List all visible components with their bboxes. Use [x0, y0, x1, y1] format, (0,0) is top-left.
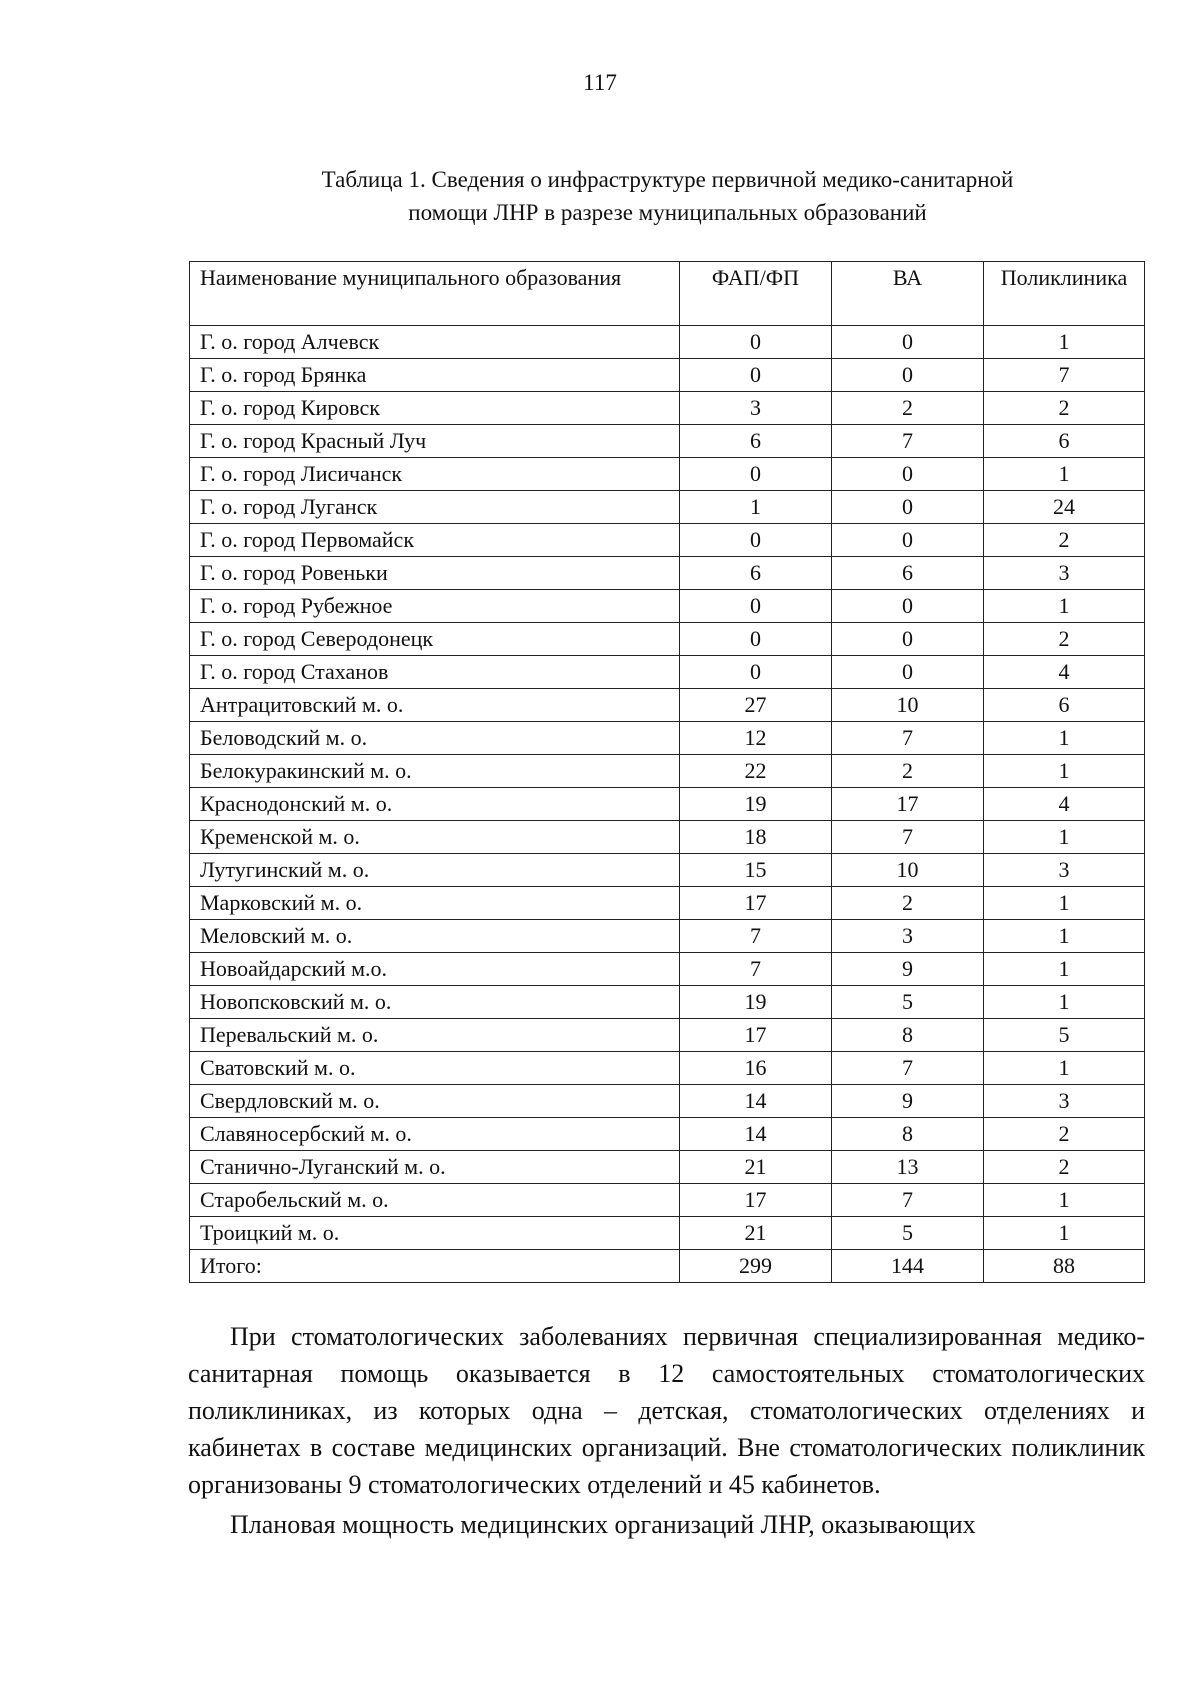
cell-va: 0 [832, 623, 984, 656]
cell-polyclinic: 5 [984, 1019, 1145, 1052]
cell-va: 7 [832, 821, 984, 854]
cell-va: 2 [832, 755, 984, 788]
cell-va: 7 [832, 722, 984, 755]
cell-fap: 1 [680, 491, 832, 524]
cell-fap: 0 [680, 458, 832, 491]
cell-polyclinic: 1 [984, 986, 1145, 1019]
cell-polyclinic: 2 [984, 623, 1145, 656]
cell-polyclinic: 7 [984, 359, 1145, 392]
cell-fap: 0 [680, 590, 832, 623]
cell-polyclinic: 6 [984, 689, 1145, 722]
cell-va: 13 [832, 1151, 984, 1184]
cell-va: 144 [832, 1250, 984, 1283]
cell-va: 0 [832, 359, 984, 392]
cell-fap: 0 [680, 656, 832, 689]
cell-municipality: Старобельский м. о. [190, 1184, 680, 1217]
cell-va: 6 [832, 557, 984, 590]
cell-va: 10 [832, 689, 984, 722]
table-row [190, 392, 1145, 425]
cell-municipality: Беловодский м. о. [190, 722, 680, 755]
cell-fap: 16 [680, 1052, 832, 1085]
table-body [190, 326, 1145, 1283]
cell-va: 9 [832, 1085, 984, 1118]
cell-va: 8 [832, 1019, 984, 1052]
table-row [190, 425, 1145, 458]
table-row [190, 359, 1145, 392]
cell-polyclinic: 88 [984, 1250, 1145, 1283]
table-header-row [190, 262, 1145, 326]
cell-polyclinic: 1 [984, 458, 1145, 491]
table-row [190, 1151, 1145, 1184]
cell-polyclinic: 6 [984, 425, 1145, 458]
table-row [190, 821, 1145, 854]
cell-municipality: Г. о. город Красный Луч [190, 425, 680, 458]
cell-fap: 17 [680, 1184, 832, 1217]
cell-va: 0 [832, 590, 984, 623]
table-row [190, 491, 1145, 524]
cell-fap: 299 [680, 1250, 832, 1283]
page-number: 117 [583, 70, 617, 95]
cell-municipality: Итого: [190, 1250, 680, 1283]
table-row [190, 887, 1145, 920]
cell-fap: 27 [680, 689, 832, 722]
table-row [190, 1184, 1145, 1217]
cell-fap: 19 [680, 986, 832, 1019]
table-row [190, 524, 1145, 557]
cell-municipality: Г. о. город Алчевск [190, 326, 680, 359]
cell-va: 10 [832, 854, 984, 887]
column-header-municipality: Наименование муниципального образования [190, 262, 680, 326]
cell-fap: 6 [680, 557, 832, 590]
cell-va: 7 [832, 425, 984, 458]
cell-municipality: Г. о. город Лисичанск [190, 458, 680, 491]
cell-municipality: Меловский м. о. [190, 920, 680, 953]
cell-municipality: Свердловский м. о. [190, 1085, 680, 1118]
infrastructure-table [189, 261, 1145, 1283]
cell-polyclinic: 1 [984, 722, 1145, 755]
cell-fap: 0 [680, 359, 832, 392]
cell-fap: 19 [680, 788, 832, 821]
cell-va: 0 [832, 326, 984, 359]
cell-fap: 14 [680, 1118, 832, 1151]
table-row [190, 557, 1145, 590]
cell-polyclinic: 24 [984, 491, 1145, 524]
cell-polyclinic: 1 [984, 1217, 1145, 1250]
cell-municipality: Белокуракинский м. о. [190, 755, 680, 788]
cell-va: 0 [832, 656, 984, 689]
cell-fap: 17 [680, 1019, 832, 1052]
table-caption-line-2: помощи ЛНР в разрезе муниципальных образований [408, 200, 927, 225]
column-header-fap: ФАП/ФП [680, 262, 832, 326]
cell-polyclinic: 2 [984, 392, 1145, 425]
table-row [190, 722, 1145, 755]
table-row [190, 590, 1145, 623]
cell-polyclinic: 1 [984, 887, 1145, 920]
paragraph-planned-capacity: Плановая мощность медицинских организаций ЛНР, оказывающих [230, 1510, 976, 1539]
cell-municipality: Г. о. город Брянка [190, 359, 680, 392]
cell-fap: 14 [680, 1085, 832, 1118]
cell-municipality: Марковский м. о. [190, 887, 680, 920]
cell-va: 8 [832, 1118, 984, 1151]
cell-municipality: Г. о. город Стаханов [190, 656, 680, 689]
table-row [190, 689, 1145, 722]
cell-municipality: Г. о. город Ровеньки [190, 557, 680, 590]
cell-va: 17 [832, 788, 984, 821]
cell-polyclinic: 3 [984, 557, 1145, 590]
table-row [190, 1052, 1145, 1085]
cell-polyclinic: 3 [984, 854, 1145, 887]
cell-va: 3 [832, 920, 984, 953]
table-row [190, 1019, 1145, 1052]
cell-municipality: Антрацитовский м. о. [190, 689, 680, 722]
cell-municipality: Новоайдарский м.о. [190, 953, 680, 986]
table-row [190, 986, 1145, 1019]
table-row [190, 1118, 1145, 1151]
cell-va: 5 [832, 986, 984, 1019]
cell-va: 0 [832, 458, 984, 491]
cell-polyclinic: 1 [984, 920, 1145, 953]
cell-fap: 15 [680, 854, 832, 887]
cell-va: 2 [832, 887, 984, 920]
cell-municipality: Г. о. город Северодонецк [190, 623, 680, 656]
cell-polyclinic: 3 [984, 1085, 1145, 1118]
cell-va: 0 [832, 491, 984, 524]
cell-polyclinic: 4 [984, 656, 1145, 689]
cell-municipality: Лутугинский м. о. [190, 854, 680, 887]
cell-municipality: Славяносербский м. о. [190, 1118, 680, 1151]
table-row [190, 326, 1145, 359]
cell-va: 7 [832, 1184, 984, 1217]
table-row [190, 623, 1145, 656]
cell-municipality: Станично-Луганский м. о. [190, 1151, 680, 1184]
cell-fap: 18 [680, 821, 832, 854]
cell-polyclinic: 1 [984, 953, 1145, 986]
cell-polyclinic: 1 [984, 590, 1145, 623]
column-header-polyclinic: Поликлиника [984, 262, 1145, 326]
table-row [190, 656, 1145, 689]
cell-municipality: Г. о. город Рубежное [190, 590, 680, 623]
cell-fap: 3 [680, 392, 832, 425]
cell-fap: 12 [680, 722, 832, 755]
cell-fap: 22 [680, 755, 832, 788]
table-row [190, 953, 1145, 986]
cell-polyclinic: 1 [984, 821, 1145, 854]
table-caption-line-1: Таблица 1. Сведения о инфраструктуре первичной медико-санитарной [321, 167, 1014, 192]
table-total-row [190, 1250, 1145, 1283]
cell-polyclinic: 1 [984, 1052, 1145, 1085]
cell-polyclinic: 2 [984, 1118, 1145, 1151]
cell-va: 5 [832, 1217, 984, 1250]
cell-polyclinic: 2 [984, 524, 1145, 557]
cell-polyclinic: 1 [984, 326, 1145, 359]
cell-va: 2 [832, 392, 984, 425]
table-row [190, 1217, 1145, 1250]
cell-fap: 7 [680, 953, 832, 986]
cell-municipality: Кременской м. о. [190, 821, 680, 854]
cell-municipality: Г. о. город Первомайск [190, 524, 680, 557]
cell-fap: 6 [680, 425, 832, 458]
cell-polyclinic: 1 [984, 755, 1145, 788]
cell-municipality: Троицкий м. о. [190, 1217, 680, 1250]
cell-fap: 0 [680, 524, 832, 557]
cell-polyclinic: 4 [984, 788, 1145, 821]
cell-va: 9 [832, 953, 984, 986]
body-text [188, 1318, 1145, 1543]
cell-fap: 7 [680, 920, 832, 953]
table-row [190, 920, 1145, 953]
table-row [190, 854, 1145, 887]
table-row [190, 458, 1145, 491]
cell-municipality: Краснодонский м. о. [190, 788, 680, 821]
cell-polyclinic: 2 [984, 1151, 1145, 1184]
table-caption [190, 163, 1145, 229]
cell-va: 7 [832, 1052, 984, 1085]
cell-municipality: Новопсковский м. о. [190, 986, 680, 1019]
cell-fap: 17 [680, 887, 832, 920]
cell-va: 0 [832, 524, 984, 557]
cell-fap: 21 [680, 1151, 832, 1184]
paragraph-dental-care: При стоматологических заболеваниях первичная специализированная медико-санитарная помощь оказывается в 12 самостоятельных стоматологических поликлиниках, из которых одна – детская, стоматологических отделениях и кабинетах в составе медицинских организаций. Вне стоматологических поликлиник организованы 9 стоматологических отделений и 45 кабинетов. [188, 1322, 1145, 1499]
cell-municipality: Г. о. город Луганск [190, 491, 680, 524]
table-row [190, 788, 1145, 821]
table-row [190, 1085, 1145, 1118]
column-header-va: ВА [832, 262, 984, 326]
cell-municipality: Сватовский м. о. [190, 1052, 680, 1085]
cell-municipality: Перевальский м. о. [190, 1019, 680, 1052]
cell-fap: 0 [680, 326, 832, 359]
table-row [190, 755, 1145, 788]
cell-polyclinic: 1 [984, 1184, 1145, 1217]
cell-fap: 21 [680, 1217, 832, 1250]
cell-municipality: Г. о. город Кировск [190, 392, 680, 425]
cell-fap: 0 [680, 623, 832, 656]
